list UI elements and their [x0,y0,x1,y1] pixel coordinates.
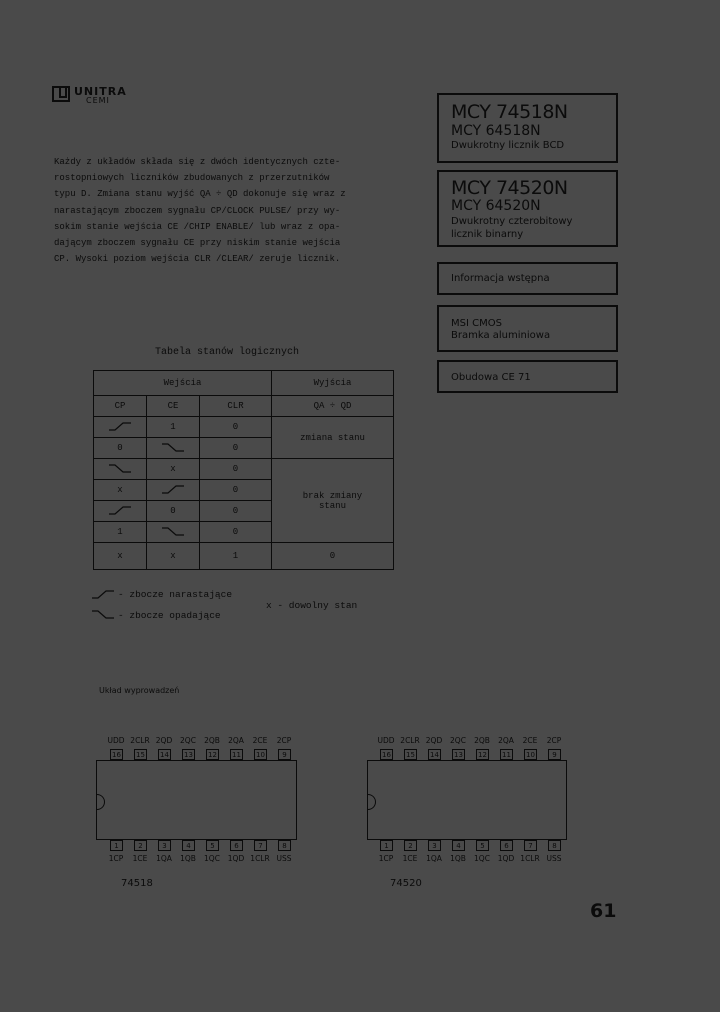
chip1-pin-number: 13 [182,749,195,760]
chip2-pin-number: 1 [380,840,393,851]
chip-notch [367,794,376,810]
chip1-pin-number: 1 [110,840,123,851]
cell-ce: x [147,543,200,570]
chip1-pin-label: 1CLR [250,854,270,863]
chip2-pin-number: 4 [452,840,465,851]
intro-line: narastającym zboczem sygnału CP/CLOCK PULSE/ przy wy- [54,205,341,216]
table-row [94,459,394,480]
out-nochange-line2: stanu [318,500,346,511]
chip1-pin-label: 2QC [180,736,196,745]
chip2-pin-number: 10 [524,749,537,760]
chip2-pin-label: 2QC [450,736,466,745]
truth-table-title: Tabela stanów logicznych [155,347,300,358]
cell-clr: 0 [200,459,272,480]
chip1-pin-number: 6 [230,840,243,851]
chip2-pin-label: 2QD [425,736,443,745]
chip2-pin-label: 2CE [522,736,538,745]
product-desc-520-line1: Dwukrotny czterobitowy [451,216,573,227]
chip1-pin-number: 16 [110,749,123,760]
legend [90,588,390,628]
chip2-pin-label: 1QD [497,854,515,863]
chip2-pin-label: 2QB [474,736,490,745]
chip2-pin-label: 2CP [546,736,562,745]
intro-line: typu D. Zmiana stanu wyjść QA ÷ QD dokonuje się wraz z [54,189,346,200]
intro-line: Każdy z układów składa się z dwóch identycznych czte- [54,157,341,167]
table-row [94,417,394,438]
chip2-pin-label: 1QB [450,854,466,863]
chip1-pin-label: 1QA [156,854,172,863]
cell-cp: 1 [94,522,147,543]
chip1-pin-label: 2QA [228,736,244,745]
chip2-pin-number: 2 [404,840,417,851]
chip2-label: 74520 [390,878,422,889]
chip1-pin-number: 5 [206,840,219,851]
tech-box [437,305,618,352]
chip2-pin-number: 15 [404,749,417,760]
chip1-pin-number: 7 [254,840,267,851]
product-title-74520: MCY 74520N [451,177,568,199]
chip1-label: 74518 [121,878,153,889]
intro-line: sokim stanie wejścia CE /CHIP ENABLE/ lub wraz z opa- [54,221,341,232]
chip2-pin-number: 9 [548,749,561,760]
cell-cp: 0 [94,438,147,459]
product-box-518 [437,93,618,163]
package-label: Obudowa CE 71 [451,372,531,383]
intro-line: dającym zboczem sygnału CE przy niskim stanie wejścia [54,238,341,249]
col-clr: CLR [200,396,272,417]
chip1-pin-label: 2CE [252,736,268,745]
chip2-pin-label: 2QA [498,736,514,745]
chip2-pin-label: 1QC [474,854,490,863]
chip2-pin-label: 1CLR [520,854,540,863]
chip1-pin-number: 2 [134,840,147,851]
unitra-logo-icon [52,86,70,102]
chip1-pin-number: 14 [158,749,171,760]
logo-brand: UNITRA [74,85,127,98]
chip1-pin-label: 1QD [227,854,245,863]
chip2-pin-number: 12 [476,749,489,760]
inputs-header: Wejścia [94,371,272,396]
product-title-64518: MCY 64518N [451,123,541,139]
chip2-pin-number: 14 [428,749,441,760]
col-out: QA ÷ QD [272,396,394,417]
chip1-pin-label: 1QC [204,854,220,863]
product-title-74518: MCY 74518N [451,101,568,123]
outputs-header: Wyjścia [272,371,394,396]
out-change: zmiana stanu [272,417,394,459]
chip2-pin-number: 13 [452,749,465,760]
chip2-pin-number: 3 [428,840,441,851]
chip2-pin-number: 7 [524,840,537,851]
chip2-pin-label: 1CP [378,854,394,863]
chip1-pin-number: 4 [182,840,195,851]
rising-edge-icon [94,501,147,522]
info-label: Informacja wstępna [451,273,550,284]
chip1-pin-label: 1CE [132,854,148,863]
chip1-pin-number: 10 [254,749,267,760]
out-nochange [272,459,394,543]
cell-clr: 1 [200,543,272,570]
chip2-pin-label: 1CE [402,854,418,863]
product-desc-520-line2: licznik binarny [451,229,524,240]
product-title-64520: MCY 64520N [451,198,541,214]
truth-table [93,370,394,570]
rising-edge-icon [90,588,120,600]
intro-line: CP. Wysoki poziom wejścia CLR /CLEAR/ zeruje licznik. [54,254,341,265]
legend-any: x - dowolny stan [266,600,358,611]
chip1-pin-number: 8 [278,840,291,851]
chip1-pin-label: 2CLR [130,736,150,745]
unitra-logo [52,86,127,105]
chip1-pin-label: 1CP [108,854,124,863]
chip2-pin-number: 16 [380,749,393,760]
falling-edge-icon [147,522,200,543]
chip-74518 [96,760,297,840]
cell-clr: 0 [200,480,272,501]
col-ce: CE [147,396,200,417]
falling-edge-icon [90,608,120,620]
chip1-pin-number: 11 [230,749,243,760]
falling-edge-icon [94,459,147,480]
cell-cp: x [94,543,147,570]
package-box [437,360,618,393]
tech-line1: MSI CMOS [451,318,502,329]
page-number: 61 [590,900,617,922]
cell-clr: 0 [200,417,272,438]
falling-edge-icon [147,438,200,459]
chip1-pin-label: UDD [107,736,125,745]
chip1-pin-number: 12 [206,749,219,760]
table-row [94,543,394,570]
chip2-pin-number: 5 [476,840,489,851]
pinout-title: Układ wyprowadzeń [99,686,180,695]
chip1-pin-number: 9 [278,749,291,760]
legend-rising: - zbocze narastające [118,589,233,600]
chip1-pin-label: 1QB [180,854,196,863]
tech-line2: Bramka aluminiowa [451,330,551,341]
cell-ce: 1 [147,417,200,438]
product-box-520 [437,170,618,247]
cell-ce: x [147,459,200,480]
chip1-pin-label: 2QD [155,736,173,745]
rising-edge-icon [147,480,200,501]
cell-clr: 0 [200,438,272,459]
out-last: 0 [272,543,394,570]
cell-clr: 0 [200,522,272,543]
chip2-pin-label: 2CLR [400,736,420,745]
info-box [437,262,618,295]
intro-line: rostopniowych liczników zbudowanych z przerzutników [54,173,330,184]
chip-notch [96,794,105,810]
chip1-pin-label: 2CP [276,736,292,745]
rising-edge-icon [94,417,147,438]
cell-clr: 0 [200,501,272,522]
chip1-pin-label: 2QB [204,736,220,745]
logo-sub: CEMI [86,96,110,105]
chip2-pin-number: 8 [548,840,561,851]
chip2-pin-label: USS [546,854,562,863]
legend-falling: - zbocze opadające [118,610,221,621]
chip1-pin-number: 3 [158,840,171,851]
chip-74520 [367,760,567,840]
col-cp: CP [94,396,147,417]
chip1-pin-label: USS [276,854,292,863]
out-nochange-line1: brak zmiany [302,490,363,501]
chip2-pin-number: 6 [500,840,513,851]
chip2-pin-label: 1QA [426,854,442,863]
cell-cp: x [94,480,147,501]
cell-ce: 0 [147,501,200,522]
chip1-pin-number: 15 [134,749,147,760]
product-desc-518: Dwukrotny licznik BCD [451,140,565,151]
intro-paragraph [54,154,420,267]
chip2-pin-number: 11 [500,749,513,760]
chip2-pin-label: UDD [377,736,395,745]
